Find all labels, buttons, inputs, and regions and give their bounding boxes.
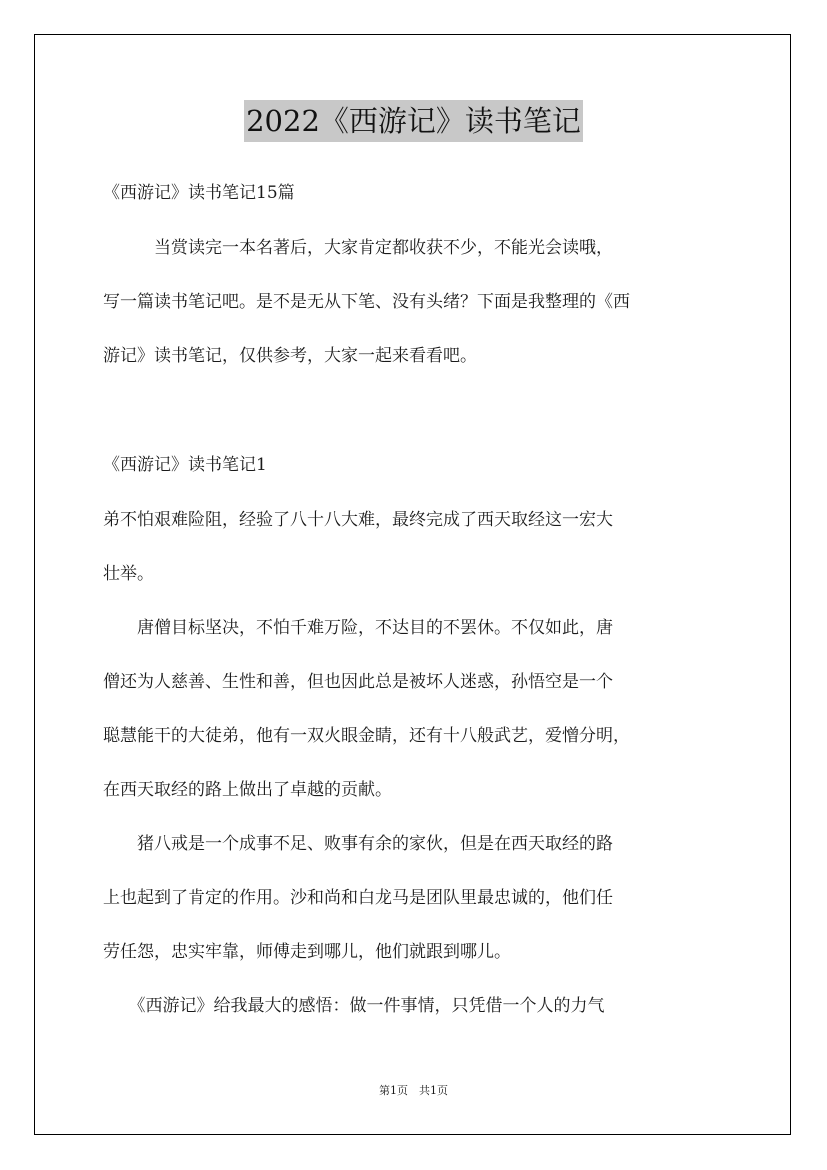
body-line: 猪八戒是一个成事不足、败事有余的家伙，但是在西天取经的路 <box>103 834 613 854</box>
body-line: 劳任怨，忠实牢靠，师傅走到哪儿，他们就跟到哪儿。 <box>103 942 511 962</box>
intro-paragraph <box>103 235 743 397</box>
document-title: 2022《西游记》读书笔记 <box>244 100 583 142</box>
intro-line: 当赏读完一本名著后，大家肯定都收获不少，不能光会读哦， <box>103 238 613 258</box>
intro-line: 写一篇读书笔记吧。是不是无从下笔、没有头绪？下面是我整理的《西 <box>103 292 630 312</box>
body-line: 弟不怕艰难险阻，经验了八十八大难，最终完成了西天取经这一宏大 <box>103 510 613 530</box>
body-line: 在西天取经的路上做出了卓越的贡献。 <box>103 780 392 800</box>
page-footer: 第1页 共1页 <box>379 1084 448 1097</box>
document-title-wrapper <box>0 100 827 142</box>
body-line: 唐僧目标坚决，不怕千难万险，不达目的不罢休。不仅如此，唐 <box>103 618 613 638</box>
section-heading: 《西游记》读书笔记1 <box>103 455 267 475</box>
document-subtitle: 《西游记》读书笔记15篇 <box>103 183 295 203</box>
body-line: 上也起到了肯定的作用。沙和尚和白龙马是团队里最忠诚的，他们任 <box>103 888 613 908</box>
body-line: 壮举。 <box>103 564 154 584</box>
body-line: 《西游记》给我最大的感悟：做一件事情，只凭借一个人的力气 <box>103 996 605 1016</box>
body-line: 聪慧能干的大徒弟，他有一双火眼金睛，还有十八般武艺，爱憎分明， <box>103 726 630 746</box>
body-line: 僧还为人慈善、生性和善，但也因此总是被坏人迷惑，孙悟空是一个 <box>103 672 613 692</box>
intro-line: 游记》读书笔记，仅供参考，大家一起来看看吧。 <box>103 346 477 366</box>
body-text <box>103 507 743 1047</box>
